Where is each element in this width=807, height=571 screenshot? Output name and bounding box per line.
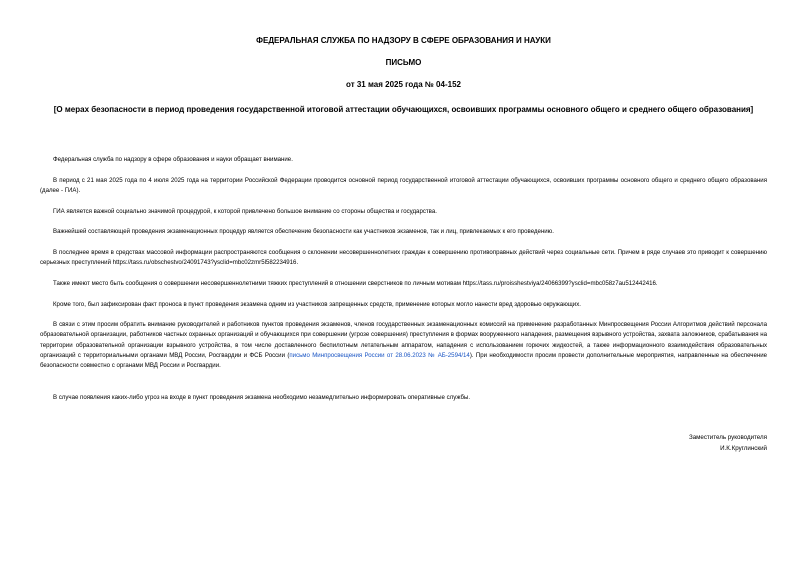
paragraph-8-text-before: В связи с этим просим обратить внимание руководителей и работников пунктов проведения экзаменов, членов государственных экзаменационных комиссий на применение разработанных Минпросвещения России Алгоритмов действий персонала образовательной организации, работников частных охранных организаций и обучающихся при совершении (угрозе совершения) преступления в формах вооруженного нападения, размещения взрывного устройства, захвата заложников, срабатывания на территории образовательной организации взрывного устройства, в том числе доставленного беспилотным летательным аппаратом, нападения с использованием горючих жидкостей, а также информационного взаимодействия образовательных организаций с территориальными органами МВД России, Росгвардии и ФСБ России (	[40, 321, 767, 359]
paragraph-4: Важнейшей составляющей проведения экзаменационных процедур является обеспечение безопасности как участников экзаменов, так и лиц, привлекаемых к его проведению.	[53, 228, 554, 235]
agency-title: ФЕДЕРАЛЬНАЯ СЛУЖБА ПО НАДЗОРУ В СФЕРЕ ОБРАЗОВАНИЯ И НАУКИ	[256, 36, 551, 45]
paragraph-8	[40, 320, 767, 371]
paragraph-5: В последнее время в средствах массовой информации распространяются сообщения о склонении несовершеннолетних граждан к совершению противоправных действий через социальные сети. Причем в ряде случаев это приводит к совершению серьезных преступлений https://tass.ru/obschestvo/24091743?ysclid=mbc02zmr5l582234916.	[40, 249, 767, 267]
paragraph-8-text-after: ). При необходимости просим провести дополнительные мероприятия, направленные на обеспечение безопасности совместно с органами МВД России и Росгвардии.	[40, 351, 767, 370]
document-date-number: от 31 мая 2025 года № 04-152	[346, 80, 461, 89]
paragraph-3: ГИА является важной социально значимой процедурой, к которой привлечено большое внимание со стороны общества и государства.	[53, 208, 437, 215]
paragraph-9: В случае появления каких-либо угроз на входе в пункт проведения экзамена необходимо незамедлительно информировать оперативные службы.	[53, 394, 471, 401]
paragraph-2: В период с 21 мая 2025 года по 4 июля 2025 года на территории Российской Федерации проводится основной период государственной итоговой аттестации обучающихся, освоивших программы основного общего и среднего общего образования (далее - ГИА).	[40, 177, 767, 195]
signature-position: Заместитель руководителя	[688, 434, 767, 441]
paragraph-7: Кроме того, был зафиксирован факт проноса в пункт проведения экзамена одним из участников запрещенных средств, применение которых могло нанести вред здоровью окружающих.	[53, 301, 581, 308]
signature-name: И.К.Круглинский	[720, 445, 767, 452]
letter-reference-link[interactable]: письмо Минпросвещения России от 28.06.2023 № АБ-2594/14	[289, 351, 470, 359]
paragraph-6: Также имеют место быть сообщения о совершении несовершеннолетними тяжких преступлений в отношении сверстников по личным мотивам https://tass.ru/proisshestviya/24066399?ysclid=mbc058z7au512442416.	[53, 280, 658, 287]
paragraph-1: Федеральная служба по надзору в сфере образования и науки обращает внимание.	[53, 156, 293, 163]
document-subject: [О мерах безопасности в период проведения государственной итоговой аттестации обучающихся, освоивших программы основного общего и среднего общего образования]	[53, 105, 754, 114]
document-type: ПИСЬМО	[385, 58, 422, 67]
